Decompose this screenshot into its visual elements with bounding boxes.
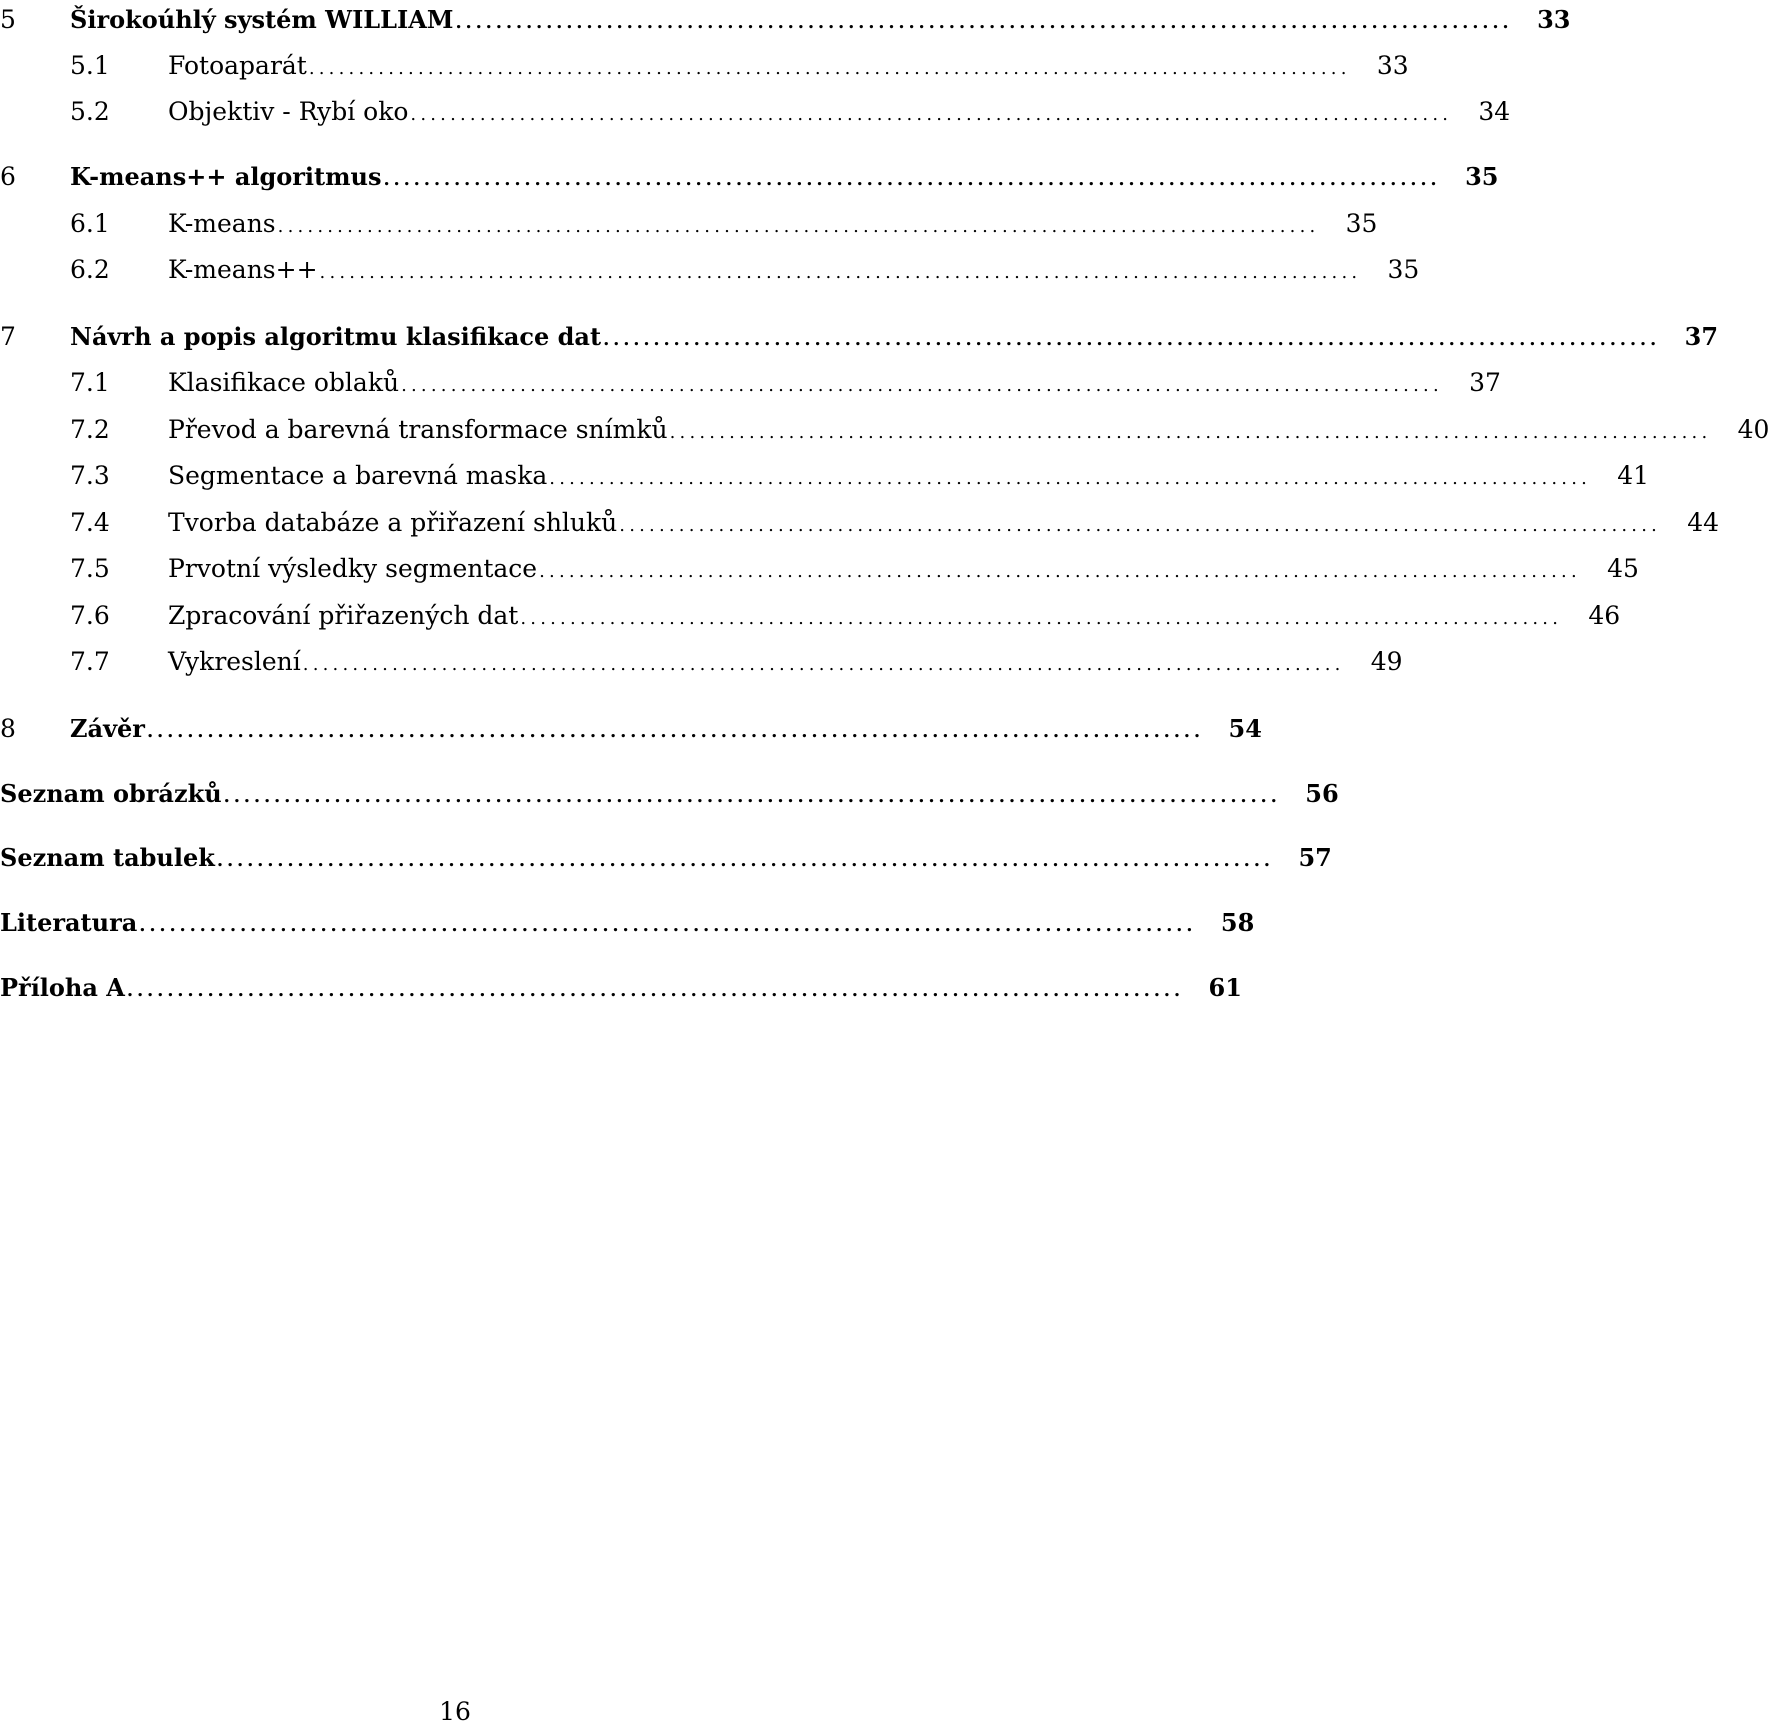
toc-dot-leader: .........................................................................................................	[619, 515, 1662, 536]
toc-entry-title: Fotoaparát	[168, 51, 307, 80]
toc-dot-leader: .........................................................................................................	[603, 329, 1661, 350]
toc-entry-chapter-6[interactable]	[0, 157, 1499, 197]
toc-dot-leader: .........................................................................................................	[520, 608, 1563, 629]
toc-entry-page: 57	[1298, 843, 1332, 872]
toc-entry-chapter-5[interactable]	[0, 0, 1571, 40]
toc-entry-page: 41	[1617, 461, 1650, 490]
toc-entry-section-6-2[interactable]	[0, 250, 1420, 290]
toc-dot-leader: .........................................................................................................	[401, 375, 1443, 396]
toc-entry-number: 5.1	[70, 51, 110, 80]
toc-entry-title: Klasifikace oblaků	[168, 368, 400, 397]
toc-dot-leader: .........................................................................................................	[455, 12, 1513, 33]
toc-entry-section-7-5[interactable]	[0, 549, 1639, 589]
toc-dot-leader: .........................................................................................................	[669, 422, 1712, 443]
toc-entry-title: Tvorba databáze a přiřazení shluků	[168, 508, 618, 537]
toc-dot-leader: .........................................................................................................	[549, 468, 1592, 489]
toc-entry-page: 58	[1220, 908, 1255, 937]
toc-entry-section-7-6[interactable]	[0, 596, 1621, 636]
toc-entry-title: Literatura	[0, 908, 138, 937]
toc-entry-number: 7.1	[70, 368, 110, 397]
toc-entry-section-7-4[interactable]	[0, 503, 1720, 543]
toc-entry-page: 44	[1687, 508, 1720, 537]
toc-entry-appendix-a[interactable]	[0, 968, 1242, 1008]
toc-entry-references[interactable]	[0, 903, 1255, 943]
toc-entry-section-7-1[interactable]	[0, 363, 1501, 403]
toc-dot-leader: .........................................................................................................	[539, 561, 1581, 582]
toc-entry-page: 35	[1387, 255, 1420, 284]
toc-entry-title: Segmentace a barevná maska	[168, 461, 548, 490]
toc-entry-page: 61	[1208, 973, 1242, 1002]
toc-entry-number: 7.5	[70, 554, 110, 583]
toc-entry-title: Převod a barevná transformace snímků	[168, 415, 668, 444]
toc-entry-section-6-1[interactable]	[0, 204, 1378, 244]
toc-entry-page: 46	[1588, 601, 1621, 630]
toc-entry-number: 7.2	[70, 415, 110, 444]
toc-entry-list-of-tables[interactable]	[0, 838, 1332, 878]
toc-entry-chapter-7[interactable]	[0, 317, 1719, 357]
toc-dot-leader: .........................................................................................................	[139, 915, 1197, 936]
toc-dot-leader: .........................................................................................................	[146, 721, 1204, 742]
toc-entry-page: 45	[1607, 554, 1639, 583]
toc-entry-list-of-figures[interactable]	[0, 774, 1339, 814]
toc-entry-title: K-means++	[168, 255, 318, 284]
toc-entry-page: 37	[1684, 322, 1719, 351]
toc-entry-title: Seznam obrázků	[0, 779, 222, 808]
toc-entry-page: 54	[1228, 714, 1262, 743]
toc-entry-title: Prvotní výsledky segmentace	[168, 554, 538, 583]
toc-dot-leader: .........................................................................................................	[302, 654, 1345, 675]
toc-entry-page: 33	[1537, 5, 1571, 34]
toc-entry-title: Seznam tabulek	[0, 843, 215, 872]
toc-entry-title: K-means++ algoritmus	[70, 162, 382, 191]
toc-entry-number: 7.4	[70, 508, 110, 537]
toc-entry-title: Příloha A	[0, 973, 125, 1002]
toc-entry-number: 5	[0, 5, 16, 34]
toc-entry-number: 8	[0, 714, 16, 743]
toc-entry-page: 40	[1737, 415, 1769, 444]
toc-entry-number: 7.3	[70, 461, 110, 490]
toc-entry-title: Širokoúhlý systém WILLIAM	[70, 5, 454, 34]
toc-dot-leader: .........................................................................................................	[223, 786, 1281, 807]
toc-entry-title: Návrh a popis algoritmu klasifikace dat	[70, 322, 602, 351]
toc-entry-section-7-2[interactable]	[0, 410, 1769, 450]
toc-dot-leader: .........................................................................................................	[277, 216, 1320, 237]
toc-entry-number: 6	[0, 162, 16, 191]
page-number: 16	[439, 1697, 471, 1726]
toc-entry-page: 35	[1345, 209, 1378, 238]
toc-entry-page: 37	[1469, 368, 1501, 397]
toc-entry-page: 56	[1305, 779, 1339, 808]
toc-dot-leader: .........................................................................................................	[410, 104, 1453, 125]
toc-entry-number: 7	[0, 322, 16, 351]
toc-entry-section-7-3[interactable]	[0, 456, 1650, 496]
toc-dot-leader: .........................................................................................................	[126, 980, 1184, 1001]
toc-entry-section-5-2[interactable]	[0, 92, 1511, 132]
toc-entry-number: 6.2	[70, 255, 110, 284]
toc-entry-number: 7.7	[70, 647, 110, 676]
toc-entry-title: Objektiv - Rybí oko	[168, 97, 409, 126]
toc-dot-leader: .........................................................................................................	[216, 850, 1274, 871]
toc-entry-page: 49	[1370, 647, 1403, 676]
toc-entry-page: 35	[1465, 162, 1499, 191]
toc-entry-title: Zpracování přiřazených dat	[168, 601, 519, 630]
toc-entry-page: 34	[1478, 97, 1511, 126]
toc-entry-title: K-means	[168, 209, 276, 238]
toc-entry-number: 6.1	[70, 209, 110, 238]
toc-entry-number: 7.6	[70, 601, 110, 630]
toc-entry-section-7-7[interactable]	[0, 642, 1403, 682]
toc-entry-chapter-8[interactable]	[0, 709, 1262, 749]
toc-entry-page: 33	[1376, 51, 1409, 80]
toc-entry-section-5-1[interactable]	[0, 46, 1409, 86]
toc-dot-leader: .........................................................................................................	[383, 169, 1441, 190]
toc-dot-leader: .........................................................................................................	[319, 262, 1362, 283]
toc-dot-leader: .........................................................................................................	[308, 58, 1351, 79]
toc-entry-title: Vykreslení	[168, 647, 301, 676]
toc-entry-title: Závěr	[70, 714, 145, 743]
toc-entry-number: 5.2	[70, 97, 110, 126]
